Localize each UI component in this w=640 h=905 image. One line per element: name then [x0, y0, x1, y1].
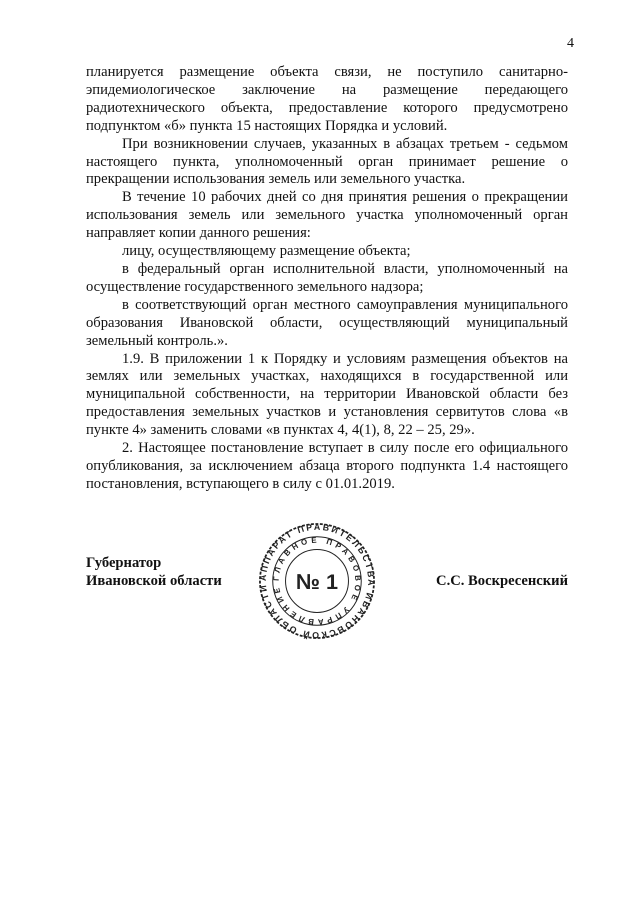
- stamp-inner-text: ГЛАВНОЕ ПРАВОВОЕ УПРАВЛЕНИЕ: [271, 535, 363, 627]
- list-item-person: лицу, осуществляющему размещение объекта;: [122, 243, 411, 260]
- document-body: [86, 64, 568, 494]
- paragraph-cases: При возникновении случаев, указанных в абзацах третьем - седьмом настоящего пункта, уполномоченный орган принимает решение о прекращении использования земель или земельного участка.: [86, 135, 568, 188]
- list-item-local-body: в соответствующий орган местного самоуправления муниципального образования Ивановской области, осуществляющий муниципальный земельный контроль.».: [86, 296, 568, 349]
- paragraph-continuation: планируется размещение объекта связи, не поступило санитарно-эпидемиологическое заключение на размещение передающего радиотехнического объекта, предоставление которого предусмотрено подпунктом «б» пункта 15 настоящих Порядка и условий.: [86, 64, 568, 134]
- stamp-number: № 1: [295, 568, 339, 594]
- stamp-outer-text: АППАРАТ ПРАВИТЕЛЬСТВА ИВАНОВСКОЙ ОБЛАСТИ: [258, 522, 376, 640]
- official-stamp: [258, 522, 376, 640]
- list-item-federal-body: в федеральный орган исполнительной власти, уполномоченный на осуществление государственного земельного надзора;: [86, 260, 568, 295]
- signatory-name: С.С. Воскресенский: [436, 573, 568, 589]
- signatory-title: [86, 554, 222, 590]
- paragraph-2: 2. Настоящее постановление вступает в силу после его официального опубликования, за исключением абзаца второго подпункта 1.4 настоящего постановления, вступающего в силу с 01.01.2019.: [86, 440, 568, 492]
- page-number: 4: [567, 36, 574, 51]
- paragraph-1-9: 1.9. В приложении 1 к Порядку и условиям размещения объектов на землях или земельных участках, находящихся в государственной или муниципальной собственности, на территории Ивановской области без предоставления земельных участков и установления сервитутов слова «в пункте 4» заменить словами «в пунктах 4, 4(1), 8, 22 – 25, 29».: [86, 350, 568, 439]
- signatory-title-line-1: Губернатор: [86, 555, 162, 571]
- signatory-title-line-2: Ивановской области: [86, 573, 222, 589]
- paragraph-copies: В течение 10 рабочих дней со дня принятия решения о прекращении использования земель или земельного участка уполномоченный орган направляет копии данного решения:: [86, 189, 568, 242]
